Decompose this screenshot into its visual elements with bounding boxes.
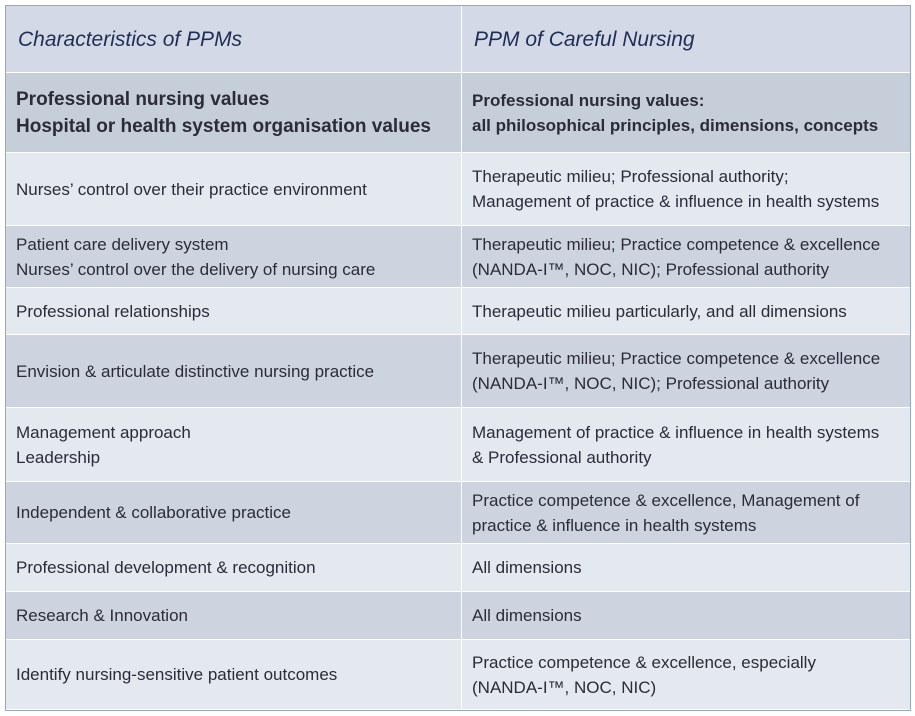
table-header-row (6, 6, 912, 73)
characteristic-text: Professional relationships (16, 301, 210, 321)
careful-nursing-text: Therapeutic milieu; Practice competence & excellence (472, 234, 881, 254)
characteristic-text: Management approach (16, 422, 191, 442)
table-row (6, 544, 912, 592)
careful-nursing-cell (462, 288, 912, 335)
careful-nursing-text: (NANDA-I™, NOC, NIC); Professional authority (472, 259, 830, 279)
table-row (6, 226, 912, 288)
characteristic-cell (6, 544, 462, 592)
careful-nursing-text: All dimensions (472, 558, 582, 577)
characteristic-cell (6, 592, 462, 640)
header-careful-nursing: PPM of Careful Nursing (462, 6, 912, 73)
characteristic-text: Independent & collaborative practice (16, 503, 292, 522)
values-col1-cell (6, 73, 462, 153)
careful-nursing-cell (462, 226, 912, 288)
table-row (6, 408, 912, 482)
careful-nursing-text: (NANDA-I™, NOC, NIC); Professional authority (472, 374, 830, 393)
values-col1-line: Hospital or health system organisation values (16, 115, 431, 137)
careful-nursing-text: Therapeutic milieu; Professional authority; (472, 167, 789, 186)
characteristic-cell (6, 153, 462, 226)
table-row (6, 335, 912, 408)
careful-nursing-text: Management of practice & influence in health systems (472, 192, 880, 211)
careful-nursing-cell (462, 153, 912, 226)
characteristic-text: Leadership (16, 447, 101, 467)
ppm-comparison-table (5, 5, 912, 710)
careful-nursing-text: Practice competence & excellence, Management of (472, 490, 860, 510)
careful-nursing-text: practice & influence in health systems (472, 515, 757, 535)
careful-nursing-cell (462, 408, 912, 482)
values-col1-line: Professional nursing values (16, 88, 270, 110)
characteristic-cell (6, 408, 462, 482)
careful-nursing-text: Practice competence & excellence, especially (472, 652, 816, 672)
careful-nursing-cell (462, 482, 912, 544)
characteristic-text: Nurses’ control over the delivery of nursing care (16, 259, 376, 279)
careful-nursing-cell (462, 335, 912, 408)
values-col2-cell (462, 73, 912, 153)
table-body (6, 6, 912, 710)
table-row (6, 482, 912, 544)
careful-nursing-text: & Professional authority (472, 447, 652, 467)
characteristic-cell (6, 226, 462, 288)
header-characteristics: Characteristics of PPMs (6, 6, 462, 73)
careful-nursing-cell (462, 592, 912, 640)
careful-nursing-cell (462, 640, 912, 710)
careful-nursing-text: (NANDA-I™, NOC, NIC) (472, 677, 657, 697)
values-row (6, 73, 912, 153)
characteristic-text: Nurses’ control over their practice environment (16, 179, 367, 199)
table-row (6, 288, 912, 335)
characteristic-cell (6, 482, 462, 544)
careful-nursing-text: Therapeutic milieu; Practice competence & excellence (472, 349, 881, 368)
characteristic-cell (6, 640, 462, 710)
characteristic-text: Professional development & recognition (16, 558, 316, 577)
characteristic-text: Envision & articulate distinctive nursing practice (16, 361, 375, 381)
careful-nursing-text: Management of practice & influence in health systems (472, 422, 880, 442)
characteristic-text: Research & Innovation (16, 606, 188, 625)
table-row (6, 592, 912, 640)
values-col2-line: all philosophical principles, dimensions, concepts (472, 115, 879, 135)
characteristic-cell (6, 335, 462, 408)
careful-nursing-text: Therapeutic milieu particularly, and all dimensions (472, 301, 847, 321)
values-col2-line: Professional nursing values: (472, 90, 705, 110)
table-row (6, 153, 912, 226)
careful-nursing-cell (462, 544, 912, 592)
table-row (6, 640, 912, 710)
characteristic-text: Identify nursing-sensitive patient outcomes (16, 665, 338, 684)
characteristic-text: Patient care delivery system (16, 234, 229, 254)
careful-nursing-text: All dimensions (472, 606, 582, 625)
characteristic-cell (6, 288, 462, 335)
